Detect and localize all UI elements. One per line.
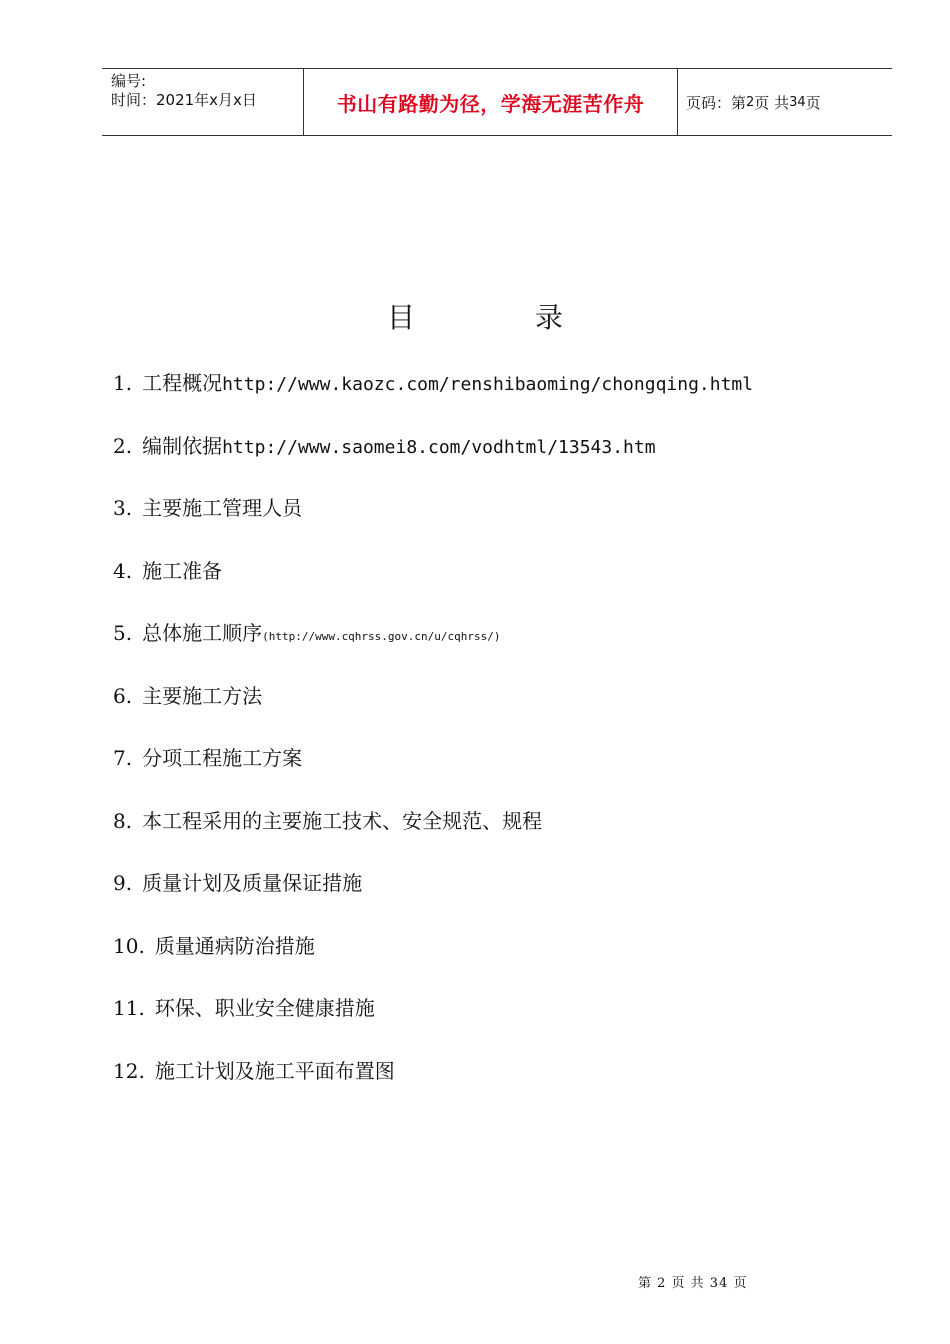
- toc-item-text: 分项工程施工方案: [142, 746, 303, 770]
- toc-item-number: 1.: [113, 371, 133, 395]
- toc-item: [113, 491, 893, 554]
- toc-item-text: 工程概况: [142, 371, 223, 395]
- toc-item: [113, 991, 893, 1054]
- toc-title: [0, 296, 950, 336]
- toc-list: [113, 366, 893, 1116]
- number-label: 编号:: [111, 72, 147, 90]
- page-mid: 页 共: [754, 93, 790, 112]
- toc-title-char-2: 录: [535, 301, 564, 334]
- toc-item-text: 质量通病防治措施: [154, 933, 315, 958]
- toc-item-text: 施工计划及施工平面布置图: [154, 1058, 395, 1083]
- toc-item: [113, 804, 893, 867]
- toc-item-link[interactable]: http://www.kaozc.com/renshibaoming/chongqing.html: [222, 374, 754, 395]
- toc-item-number: 5.: [113, 621, 133, 645]
- toc-item-text: 环保、职业安全健康措施: [154, 996, 375, 1020]
- toc-item: [113, 866, 893, 929]
- toc-item-text: 施工准备: [142, 558, 223, 583]
- toc-item-number: 9.: [113, 871, 133, 895]
- header-meta: [102, 69, 304, 135]
- toc-item-number: 8.: [113, 808, 133, 833]
- time-label: 时间：2021年x月x日: [111, 91, 257, 109]
- toc-item-number: 6.: [113, 683, 133, 708]
- toc-item-text: 总体施工顺序: [142, 621, 263, 645]
- toc-item: [113, 1054, 893, 1117]
- toc-item-number: 4.: [113, 558, 133, 583]
- toc-item-number: 7.: [113, 746, 133, 770]
- page-header: [102, 68, 892, 136]
- page-number: 2: [746, 94, 755, 110]
- page-footer: 第 2 页 共 34 页: [638, 1276, 748, 1291]
- toc-item-text: 质量计划及质量保证措施: [142, 871, 363, 895]
- toc-item-number: 3.: [113, 496, 133, 520]
- toc-title-char-1: 目: [386, 301, 415, 334]
- page-prefix: 页码：第: [686, 93, 747, 112]
- toc-item: [113, 616, 893, 679]
- toc-item-link[interactable]: (http://www.cqhrss.gov.cn/u/cqhrss/): [262, 630, 501, 643]
- toc-item-text: 编制依据: [142, 433, 223, 458]
- toc-item: [113, 929, 893, 992]
- toc-item-number: 10.: [113, 933, 145, 958]
- toc-item-number: 11.: [113, 996, 145, 1020]
- toc-item: [113, 554, 893, 617]
- toc-item: [113, 679, 893, 742]
- toc-item-text: 本工程采用的主要施工技术、安全规范、规程: [142, 808, 543, 833]
- toc-item-link[interactable]: http://www.saomei8.com/vodhtml/13543.htm: [222, 436, 656, 458]
- toc-item-number: 2.: [113, 433, 133, 458]
- header-page-info: [678, 69, 892, 135]
- toc-item-text: 主要施工管理人员: [142, 496, 303, 520]
- toc-item: [113, 741, 893, 804]
- toc-item-number: 12.: [113, 1058, 145, 1083]
- header-motto: 书山有路勤为径，学海无涯苦作舟: [304, 69, 678, 135]
- page-suffix: 页: [805, 93, 821, 112]
- toc-item-text: 主要施工方法: [142, 683, 263, 708]
- page-total: 34: [789, 94, 806, 110]
- toc-item: [113, 366, 893, 429]
- toc-item: [113, 429, 893, 492]
